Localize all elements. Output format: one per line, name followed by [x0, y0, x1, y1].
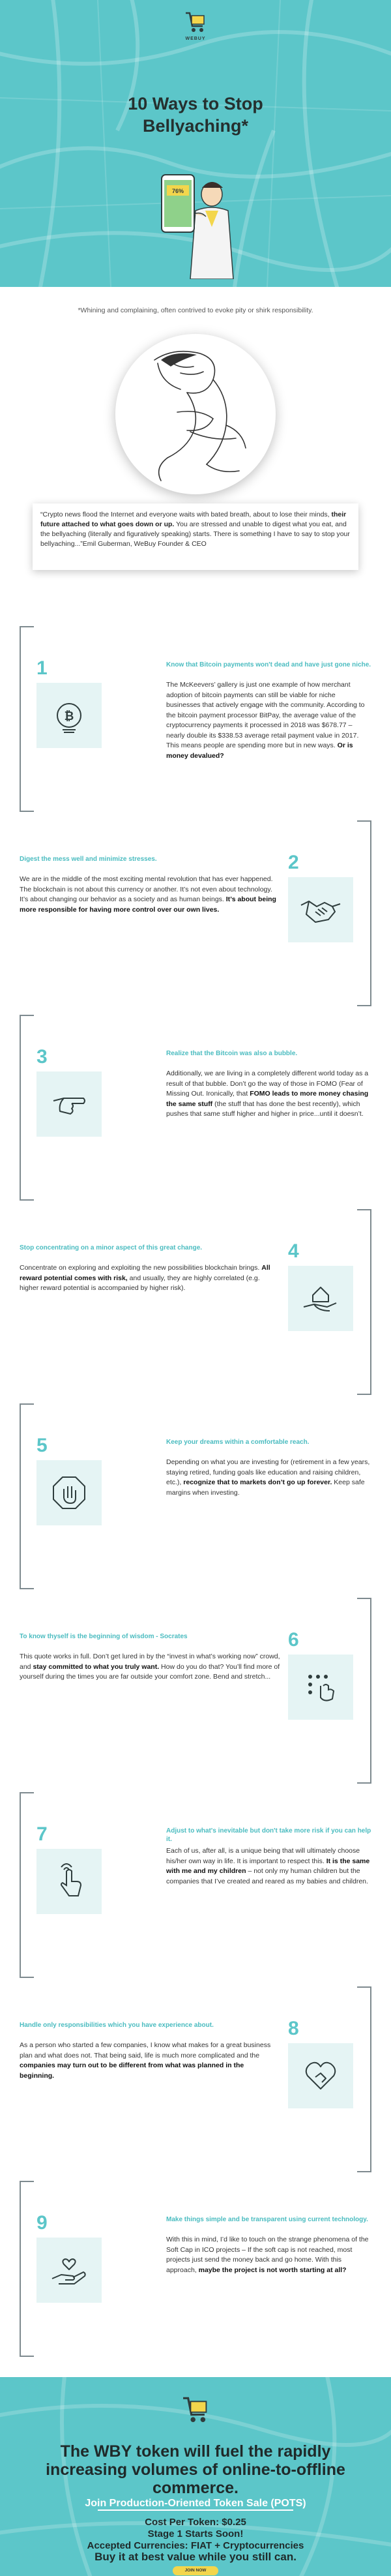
token-details	[20, 2517, 371, 2552]
section-number: 4	[288, 1240, 299, 1262]
body-bold: recognize that to markets don’t go up forever.	[183, 1478, 332, 1486]
section-icon-box	[288, 1266, 353, 1331]
man-phone-illustration-icon	[150, 149, 248, 279]
accepted-currencies: Accepted Currencies: FIAT + Cryptocurrencies	[87, 2540, 304, 2551]
section-body	[166, 1069, 371, 1120]
section-body	[166, 1846, 371, 1887]
body-text: This quote works in full. Don’t get lured in by the “invest in what’s working now” crowd, and	[20, 1653, 280, 1671]
section-number: 3	[36, 1046, 48, 1068]
body-text: The McKeevers’ gallery is just one example of how merchant adoption of bitcoin payments can still be viable for niche businesses that actively engage with the community. According to the bitcoin payment processor BitPay, the average value of the cryptocurrency payments it processed in 2018 was $678.77 – nearly double its $338.53 average retail payment value in 2017. This means people are spending more but in new ways.	[166, 681, 365, 749]
hero-banner	[0, 0, 391, 287]
section-frame	[357, 1598, 371, 1784]
footer-cta-text: Buy it at best value while you still can.	[94, 2551, 297, 2563]
bellyache-sketch-icon	[115, 334, 276, 494]
quote-text-2: You are stressed and unable to digest what you eat, and the bellyaching (literally and figuratively speaking) starts. There is something I have to say to stop your bellyaching...”Emil Guberman, WeBuy Founder & CEO	[40, 520, 350, 548]
section-3	[0, 1015, 391, 1210]
body-bold: companies may turn out to be different from what was planned in the beginning.	[20, 2061, 244, 2080]
section-icon-box	[36, 1849, 102, 1914]
body-bold: stay committed to what you truly want.	[33, 1662, 160, 1671]
section-title: Adjust to what's inevitable but don't take more risk if you can help it.	[166, 1827, 371, 1843]
join-now-button[interactable]: JOIN NOW	[173, 2566, 218, 2575]
body-text-2: Keep safe margins when investing.	[166, 1478, 365, 1497]
section-body	[20, 1263, 280, 1294]
body-text: Each of us, after all, is a unique being that will ultimately choose his/her own way in life. It is important to respect this.	[166, 1847, 360, 1865]
section-frame	[20, 626, 34, 812]
section-body	[20, 2041, 280, 2081]
body-bold: Or is money devalued?	[166, 741, 353, 760]
page-title: 10 Ways to Stop Bellyaching*	[128, 94, 263, 136]
footnote: *Whining and complaining, often contrived to evoke pity or shirk responsibility.	[78, 307, 313, 314]
section-icon-box	[36, 683, 102, 748]
body-text: Depending on what you are investing for (retirement in a few years, staying retired, funding goals like education and raising children, etc.),	[166, 1458, 370, 1486]
webuy-logo-icon[interactable]	[180, 2391, 211, 2428]
stop-hand-icon	[51, 1475, 87, 1511]
body-text: Concentrate on exploring and exploiting the new possibilities blockchain brings.	[20, 1264, 262, 1272]
bitcoin-coin-icon	[50, 696, 89, 735]
body-text-2: – not only my human children but the companies that I’ve created and reared as my babies and children.	[166, 1867, 368, 1885]
section-6	[0, 1598, 391, 1793]
section-icon-box	[288, 2043, 353, 2108]
section-frame	[20, 1015, 34, 1201]
body-text: We are in the middle of the most exciting mental revolution that has ever happened. The blockchain is not about this currency or another. It’s not even about technology. It’s about changing our behavior as a society and as human beings.	[20, 875, 273, 903]
section-frame	[20, 1792, 34, 1978]
section-10	[0, 2352, 391, 2378]
section-frame	[357, 1986, 371, 2172]
tap-finger-icon	[51, 1863, 87, 1900]
section-number: 6	[288, 1629, 299, 1651]
section-title: Handle only responsibilities which you have experience about.	[20, 2022, 214, 2029]
section-title: Know that Bitcoin payments won't dead and have just gone niche.	[166, 661, 371, 668]
section-8	[0, 1986, 391, 2182]
body-text: With this in mind, I’d like to touch on the strange phenomena of the Soft Cap in ICO projects – If the soft cap is not reached, most projects just send the money back and go home. With this approach,	[166, 2236, 369, 2274]
section-icon-box	[36, 1460, 102, 1525]
footer-subtitle: Join Production-Oriented Token Sale (POTS)	[85, 2498, 306, 2509]
section-body	[20, 1652, 280, 1683]
section-number: 9	[36, 2212, 48, 2234]
section-body	[166, 1458, 371, 1498]
section-number: 7	[36, 1823, 48, 1845]
subtitle-underline	[98, 2509, 293, 2511]
section-icon-box	[288, 877, 353, 942]
body-text-2: (the stuff that has done the best recently), which pushes that same stuff higher and higher in price...until it doesn’t.	[166, 1100, 364, 1118]
section-7	[0, 1792, 391, 1988]
quote-text-1: “Crypto news flood the Internet and everyone waits with bated breath, about to lose their minds,	[40, 511, 332, 518]
section-icon-box	[288, 1655, 353, 1720]
section-9	[0, 2181, 391, 2376]
section-title: Make things simple and be transparent using current technology.	[166, 2216, 368, 2223]
stage-info: Stage 1 Starts Soon!	[147, 2528, 244, 2539]
section-body	[166, 2235, 371, 2275]
section-title: To know thyself is the beginning of wisdom - Socrates	[20, 1633, 188, 1640]
footer-banner	[0, 2377, 391, 2576]
handshake-icon	[300, 893, 341, 926]
body-text: Additionally, we are living in a completely different world today as a result of that bubble. Don’t go the way of those in FOMO (Fear of Missing Out. Ironically, that	[166, 1070, 369, 1098]
section-title: Realize that the Bitcoin was also a bubble.	[166, 1050, 298, 1057]
body-bold: It’s about being more responsible for having more control over our own lives.	[20, 895, 276, 914]
section-2	[0, 820, 391, 1016]
body-bold: It is the same with me and my children	[166, 1857, 370, 1875]
hand-heart-icon	[50, 2254, 89, 2286]
heart-hand-icon	[302, 2058, 339, 2094]
section-icon-box	[36, 2238, 102, 2303]
quote-bold-1: their future attached to what goes down or up.	[40, 511, 347, 528]
section-title: Keep your dreams within a comfortable reach.	[166, 1439, 310, 1446]
founder-portrait	[115, 334, 276, 494]
logo-text: WEBUY	[185, 37, 206, 41]
section-frame	[357, 820, 371, 1006]
body-text-2: How do you do that? You’ll find more of yourself during the times you are far outside your comfort zone. Bend and stretch...	[20, 1662, 280, 1681]
body-bold: All reward potential comes with risk,	[20, 1264, 270, 1282]
section-frame	[20, 2181, 34, 2357]
section-body	[20, 875, 280, 915]
body-bold: maybe the project is not worth starting at all?	[198, 2266, 347, 2274]
section-number: 2	[288, 852, 299, 873]
gesture-dots-icon	[302, 1669, 339, 1705]
section-frame	[357, 1209, 371, 1395]
section-frame	[20, 1403, 34, 1589]
webuy-logo-icon[interactable]	[183, 8, 208, 37]
cost-per-token: Cost Per Token: $0.25	[145, 2517, 246, 2528]
section-4	[0, 1209, 391, 1405]
pointing-hand-icon	[50, 1088, 89, 1120]
section-body	[166, 680, 371, 761]
section-number: 5	[36, 1435, 48, 1456]
section-5	[0, 1403, 391, 1599]
footer-title: The WBY token will fuel the rapidly increasing volumes of online-to-offline commerce.	[46, 2442, 345, 2497]
ceo-quote	[33, 503, 358, 570]
hand-house-icon	[301, 1282, 340, 1315]
svg-text:₿: ₿	[64, 710, 74, 723]
section-1	[0, 626, 391, 822]
phone-screen-text: 76%	[171, 188, 184, 194]
section-icon-box	[36, 1071, 102, 1137]
section-number: 8	[288, 2018, 299, 2039]
body-bold: FOMO leads to more money chasing the same stuff	[166, 1090, 369, 1108]
section-title: Digest the mess well and minimize stresses.	[20, 856, 157, 863]
section-title: Stop concentrating on a minor aspect of this great change.	[20, 1244, 203, 1251]
body-text: As a person who started a few companies, I know what makes for a great business plan and what does not. That being said, life is much more complicated and the	[20, 2041, 271, 2059]
body-text-2: and usually, they are highly correlated (e.g. higher reward potential is accompanied by higher risk).	[20, 1274, 260, 1292]
section-number: 1	[36, 657, 48, 679]
